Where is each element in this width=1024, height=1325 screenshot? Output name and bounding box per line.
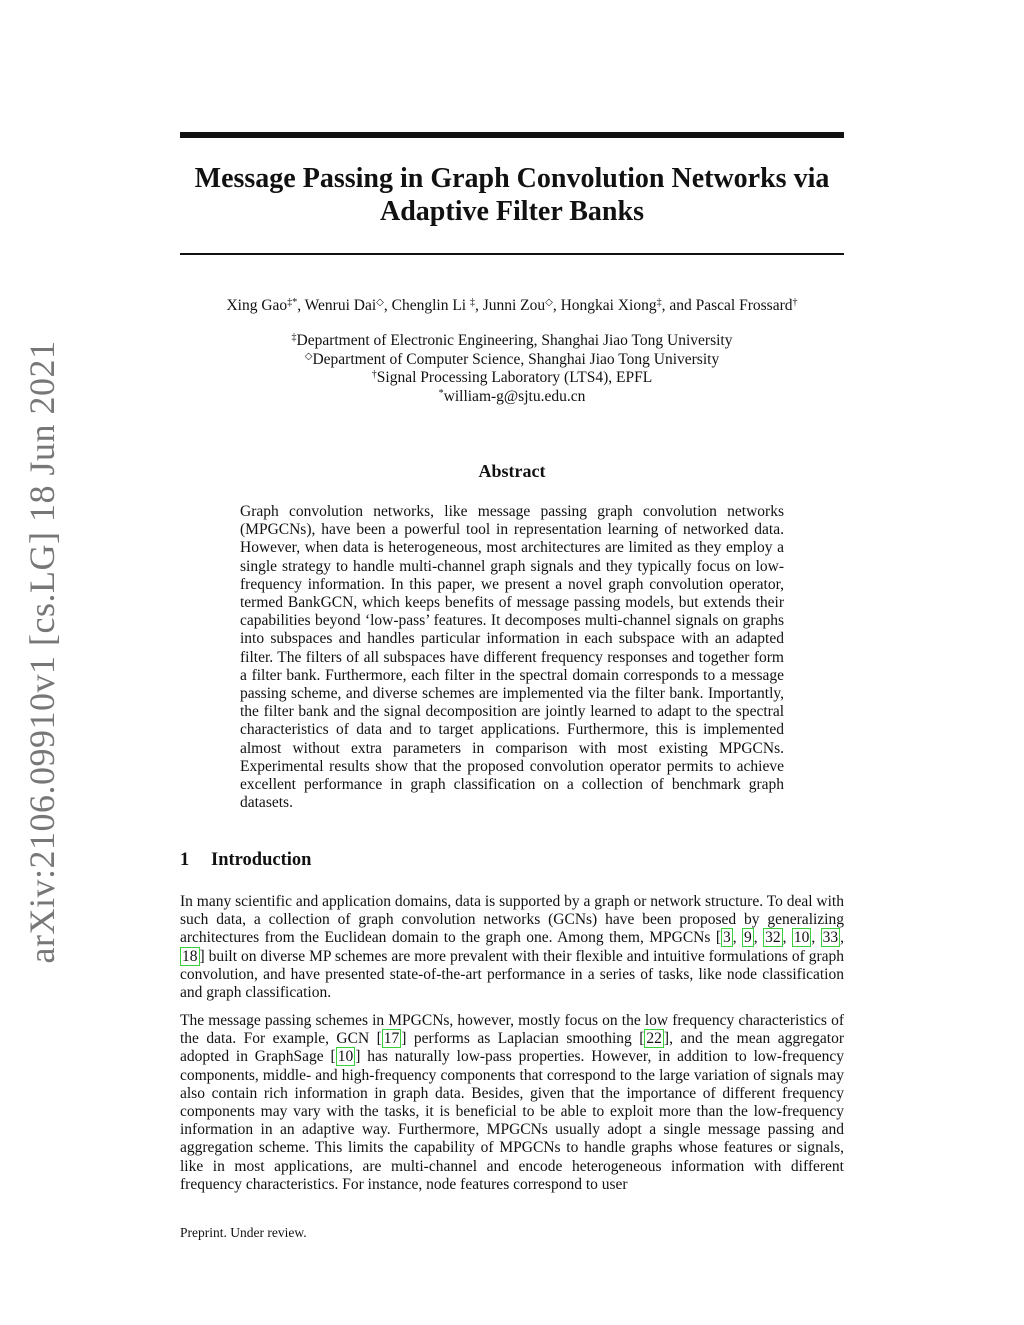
author-name: , Chenglin Li — [383, 297, 470, 314]
affiliation-line — [180, 369, 844, 388]
affiliation-mark: ◇ — [545, 297, 553, 308]
affiliations — [180, 332, 844, 406]
citation-link[interactable]: 18 — [182, 947, 198, 965]
paragraph-text: ] performs as Laplacian smoothing [ — [401, 1030, 645, 1048]
affiliation-mark: ‡* — [287, 297, 298, 308]
affiliation-mark: ◇ — [304, 350, 313, 362]
author-name: Xing Gao — [226, 297, 288, 314]
affiliation-mark: ‡ — [469, 297, 475, 308]
citation-link[interactable]: 10 — [793, 929, 810, 947]
affiliation-line — [180, 351, 844, 370]
affiliation-mark: † — [792, 297, 798, 308]
affiliation-text: Department of Computer Science, Shanghai Jiao Tong University — [312, 350, 720, 368]
abstract-heading: Abstract — [478, 461, 546, 481]
paragraph-text: ], and the mean aggregator adopted in GraphSage [ — [180, 1030, 844, 1066]
affiliation-mark: † — [371, 369, 377, 380]
page-footer: Preprint. Under review. — [180, 1225, 307, 1240]
affiliation-line — [180, 388, 844, 407]
paragraph-text: ] has naturally low-pass properties. However, in addition to low-frequency components, middle- and high-frequency components that correspond to the large variation of signals may also contain rich information in graph data. Besides, given that the importance of different frequency components may vary with the tasks, it is beneficial to be able to exploit more than the low-frequency information in an adaptive way. Furthermore, MPGCNs usually adopt a single message passing and aggregation scheme. This limits the capability of MPGCNs to handle graphs whose features or signals, like in most applications, are multi-channel and encode heterogeneous information with different frequency characteristics. For instance, node features correspond to user — [180, 1048, 844, 1193]
author-list — [180, 296, 844, 316]
title-rule-bottom — [180, 253, 844, 255]
abstract-body: Graph convolution networks, like message passing graph convolution networks (MPGCNs), have been a powerful tool in representation learning of networked data. However, when data is heterogeneous, most architectures are limited as they employ a single strategy to handle multi-channel graph signals and they typically focus on low-frequency information. In this paper, we present a novel graph convolution operator, termed BankGCN, which keeps benefits of message passing models, but extends their capabilities beyond ‘low-pass’ features. It decomposes multi-channel signals on graphs into subspaces and handles particular information in each subspace with an adapted filter. The filters of all subspaces have different frequency responses and together form a filter bank. Furthermore, each filter in the spectral domain corresponds to a message passing scheme, and diverse schemes are implemented via the filter bank. Importantly, the filter bank and the signal decomposition are jointly learned to adapt to the spectral characteristics of data and to target applications. Furthermore, this is implemented almost without extra parameters in comparison with most existing MPGCNs. Experimental results show that the proposed convolution operator permits to achieve excellent performance in graph classification on a collection of benchmark graph datasets. — [240, 503, 784, 812]
affiliation-text: Signal Processing Laboratory (LTS4), EPFL — [376, 369, 653, 386]
section-title: Introduction — [211, 850, 312, 870]
paragraph-text: The message passing schemes in MPGCNs, however, mostly focus on the low frequency characteristics of the data. For example, GCN [ — [180, 1012, 844, 1048]
section-heading — [180, 850, 311, 871]
author-name: , Wenrui Dai — [297, 297, 377, 314]
citation-link[interactable]: 33 — [822, 929, 839, 947]
affiliation-line — [180, 332, 844, 351]
affiliation-mark: * — [438, 387, 444, 399]
citation-link[interactable]: 17 — [383, 1030, 400, 1048]
intro-paragraph-2 — [180, 1012, 844, 1194]
email-address[interactable]: william-g@sjtu.edu.cn — [443, 387, 586, 405]
affiliation-mark: ‡ — [656, 297, 662, 308]
paragraph-text: In many scientific and application domains, data is supported by a graph or network structure. To deal with such data, a collection of graph convolution networks (GCNs) have been proposed by generalizing architectures from the Euclidean domain to the graph one. Among them, MPGCNs [ — [180, 893, 844, 947]
affiliation-mark: ‡ — [291, 332, 297, 343]
title-line-2: Adaptive Filter Banks — [380, 196, 644, 227]
citation-link[interactable]: 10 — [337, 1048, 354, 1066]
title-rule-top — [180, 132, 844, 138]
author-name: , Junni Zou — [474, 297, 546, 314]
citation-link[interactable]: 3 — [722, 929, 731, 947]
affiliation-mark: ◇ — [376, 297, 384, 308]
title-line-1: Message Passing in Graph Convolution Networks via — [194, 163, 830, 194]
paper-title — [180, 162, 844, 228]
intro-paragraph-1: In many scientific and application domains, data is supported by a graph or network structure. To deal with such data, a collection of graph convolution networks (GCNs) have been proposed by generalizing architectures from the Euclidean domain to the graph one. Among them, MPGCNs [ 3 , 9 , 32 , 10 , 33 , 18 ] built on diverse MP schemes are more prevalent with their flexible and intuitive formulations of graph convolution, and have presented state-of-the-art performance in a series of tasks, like node classification and graph classification. — [180, 893, 845, 1002]
author-name: , Hongkai Xiong — [552, 297, 657, 314]
affiliation-text: Department of Electronic Engineering, Shanghai Jiao Tong University — [296, 332, 733, 349]
citation-link[interactable]: 22 — [646, 1030, 662, 1048]
arxiv-stamp: arXiv:2106.09910v1 [cs.LG] 18 Jun 2021 — [22, 340, 62, 964]
citation-link[interactable]: 32 — [765, 929, 781, 947]
paragraph-text: ] built on diverse MP schemes are more prevalent with their flexible and intuitive formulations of graph convolution, and have presented state-of-the-art performance in a series of tasks, like node classification and graph classification. — [180, 947, 844, 1002]
citation-link[interactable]: 9 — [744, 929, 752, 947]
author-name: , and Pascal Frossard — [661, 297, 793, 314]
section-number: 1 — [180, 850, 190, 870]
